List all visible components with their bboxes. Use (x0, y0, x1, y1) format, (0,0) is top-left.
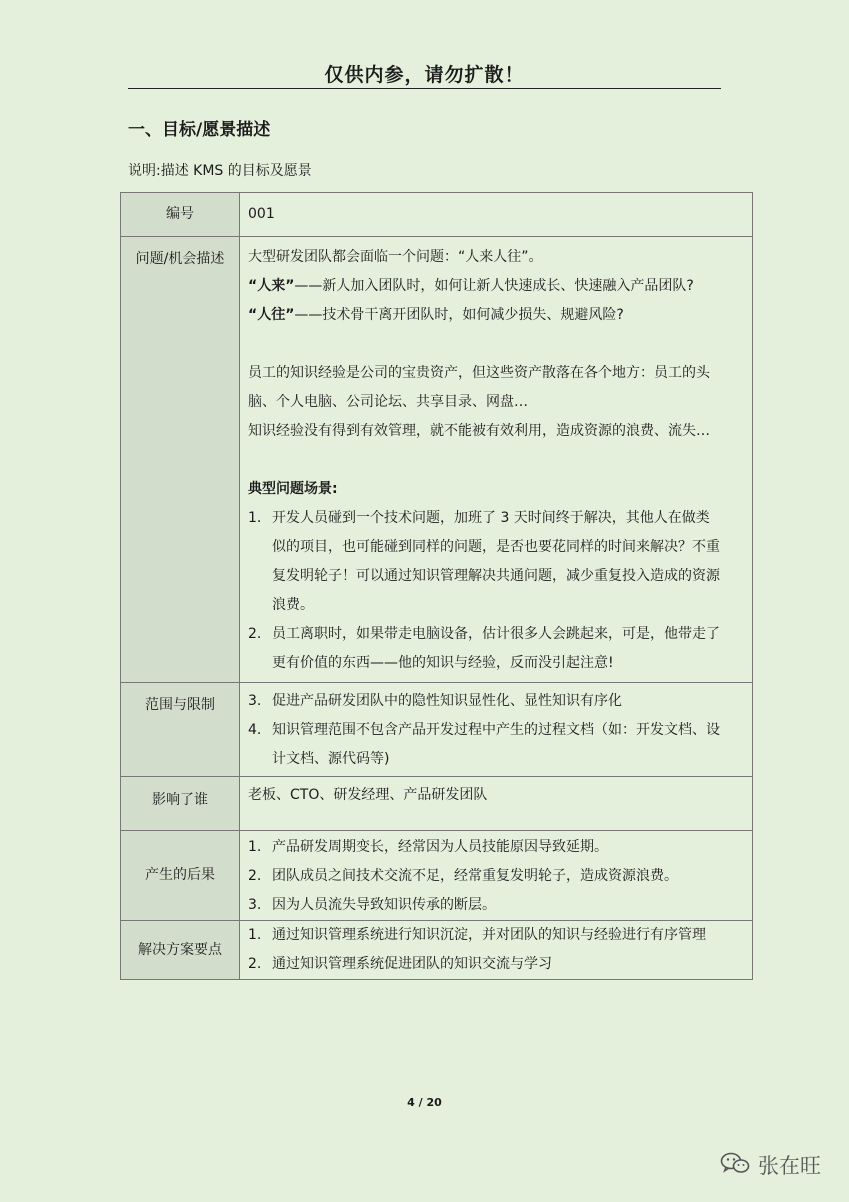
list-item (248, 891, 746, 920)
list-item (248, 687, 746, 716)
row-label: 解决方案要点 (121, 921, 240, 980)
table-row-affects (121, 777, 753, 831)
section-caption: 说明:描述 KMS 的目标及愿景 (128, 163, 312, 179)
renwang-text: ——技术骨干离开团队时，如何减少损失、规避风险? (294, 307, 624, 323)
list-line: 通过知识管理系统进行知识沉淀，并对团队的知识与经验进行有序管理 (272, 927, 706, 943)
list-line: 似的项目，也可能碰到同样的问题，是否也要花同样的时间来解决？不重 (272, 539, 720, 555)
row-label: 编号 (121, 193, 240, 237)
row-label: 产生的后果 (121, 831, 240, 921)
table-row-id (121, 193, 753, 237)
row-label: 问题/机会描述 (121, 237, 240, 683)
spacer (248, 446, 746, 475)
document-header-title: 仅供内参，请勿扩散！ (324, 64, 525, 86)
list-line: 产品研发周期变长，经常因为人员技能原因导致延期。 (272, 839, 608, 855)
list-line: 通过知识管理系统促进团队的知识交流与学习 (272, 956, 552, 972)
problem-intro: 大型研发团队都会面临一个问题：“人来人往”。 (248, 249, 543, 265)
list-line: 开发人员碰到一个技术问题，加班了 3 天时间终于解决，其他人在做类 (272, 510, 710, 526)
list-item (248, 862, 746, 891)
solution-cell (240, 921, 753, 980)
list-item (248, 921, 746, 950)
list-item (248, 504, 746, 620)
list-item (248, 716, 746, 774)
problem-cell (240, 237, 753, 683)
problem-paragraph: 脑、个人电脑、公司论坛、共享目录、网盘… (248, 394, 528, 410)
table-row-solution (121, 921, 753, 980)
list-number: 1. (248, 510, 262, 526)
table-row-problem (121, 237, 753, 683)
watermark-text: 张在旺 (758, 1154, 821, 1178)
wechat-watermark (720, 1150, 821, 1180)
row-label: 影响了谁 (121, 777, 240, 831)
consequences-list (248, 833, 746, 920)
list-number: 1. (248, 927, 262, 943)
problem-paragraph: 员工的知识经验是公司的宝贵资产，但这些资产散落在各个地方：员工的头 (248, 365, 710, 381)
problem-paragraph: 知识经验没有得到有效管理，就不能被有效利用，造成资源的浪费、流失… (248, 423, 710, 439)
renlai-term: “人来” (248, 278, 295, 294)
list-line: 促进产品研发团队中的隐性知识显性化、显性知识有序化 (272, 693, 622, 709)
list-line: 团队成员之间技术交流不足，经常重复发明轮子，造成资源浪费。 (272, 868, 678, 884)
list-number: 2. (248, 868, 262, 884)
list-line: 知识管理范围不包含产品开发过程中产生的过程文档（如：开发文档、设 (272, 722, 720, 738)
list-number: 3. (248, 897, 262, 913)
list-line: 计文档、源代码等) (272, 751, 390, 767)
affects-value: 老板、CTO、研发经理、产品研发团队 (240, 777, 753, 831)
scenario-list (248, 504, 746, 678)
list-number: 2. (248, 956, 262, 972)
id-value: 001 (240, 193, 753, 237)
spacer (248, 330, 746, 359)
section-heading: 一、目标/愿景描述 (128, 120, 271, 140)
header-divider (128, 88, 721, 89)
list-line: 复发明轮子！可以通过知识管理解决共通问题，减少重复投入造成的资源 (272, 568, 720, 584)
list-line: 浪费。 (272, 597, 314, 613)
renwang-term: “人往” (248, 307, 295, 323)
list-line: 更有价值的东西——他的知识与经验，反而没引起注意! (272, 655, 614, 671)
table-row-scope (121, 683, 753, 777)
row-label: 范围与限制 (121, 683, 240, 777)
scope-cell (240, 683, 753, 777)
kms-goal-table (120, 192, 753, 980)
list-item (248, 950, 746, 979)
list-number: 3. (248, 693, 262, 709)
table-row-consequences (121, 831, 753, 921)
list-line: 员工离职时，如果带走电脑设备，估计很多人会跳起来，可是，他带走了 (272, 626, 720, 642)
list-number: 4. (248, 722, 262, 738)
renlai-line (248, 272, 746, 301)
renwang-line (248, 301, 746, 330)
list-item (248, 833, 746, 862)
scope-list (248, 687, 746, 774)
renlai-text: ——新人加入团队时，如何让新人快速成长、快速融入产品团队? (294, 278, 694, 294)
list-number: 2. (248, 626, 262, 642)
wechat-icon (720, 1151, 750, 1180)
page-number: 4 / 20 (407, 1096, 442, 1109)
consequences-cell (240, 831, 753, 921)
list-number: 1. (248, 839, 262, 855)
list-item (248, 620, 746, 678)
scenario-heading: 典型问题场景: (248, 481, 338, 497)
solution-list (248, 921, 746, 979)
list-line: 因为人员流失导致知识传承的断层。 (272, 897, 496, 913)
